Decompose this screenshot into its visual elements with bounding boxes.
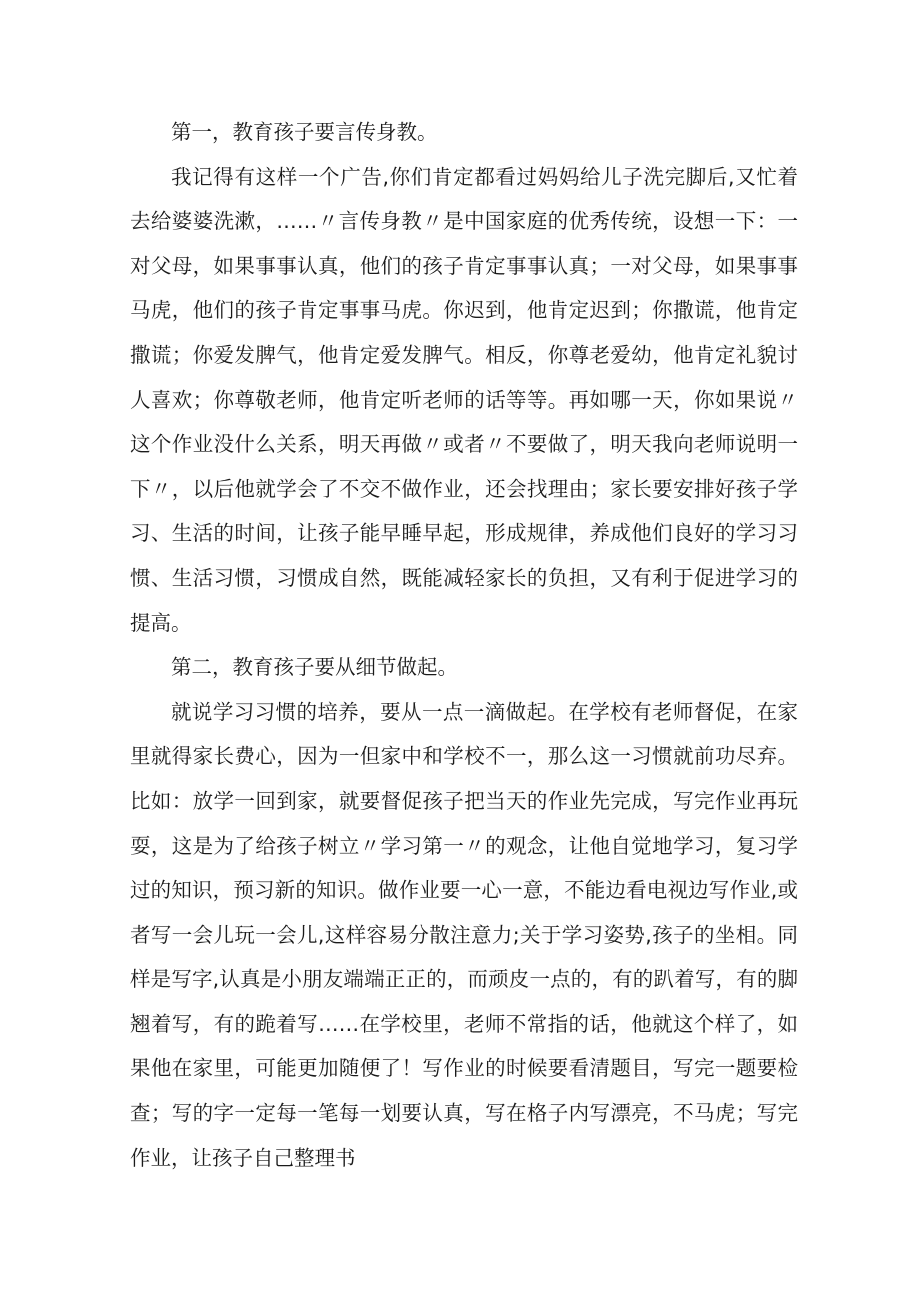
paragraph-1: 我记得有这样一个广告,你们肯定都看过妈妈给儿子洗完脚后,又忙着去给婆婆洗漱，……〃言传身教〃是中国家庭的优秀传统，设想一下：一对父母，如果事事认真，他们的孩子肯定事事认真；一对父母，如果事事马虎，他们的孩子肯定事事马虎。你迟到，他肯定迟到；你撒谎，他肯定撒谎；你爱发脾气，他肯定爱发脾气。相反，你尊老爱幼，他肯定礼貌讨人喜欢；你尊敬老师，他肯定听老师的话等等。再如哪一天，你如果说〃这个作业没什么关系，明天再做〃或者〃不要做了，明天我向老师说明一下〃，以后他就学会了不交不做作业，还会找理由；家长要安排好孩子学习、生活的时间，让孩子能早睡早起，形成规律，养成他们良好的学习习惯、生活习惯，习惯成自然，既能减轻家长的负担，又有利于促进学习的提高。 [130, 164, 798, 635]
paragraph-2: 就说学习习惯的培养，要从一点一滴做起。在学校有老师督促，在家里就得家长费心，因为一但家中和学校不一，那么这一习惯就前功尽弃。比如：放学一回到家，就要督促孩子把当天的作业先完成，写完作业再玩耍，这是为了给孩子树立〃学习第一〃的观念，让他自觉地学习，复习学过的知识，预习新的知识。做作业要一心一意，不能边看电视边写作业,或者写一会儿玩一会儿,这样容易分散注意力;关于学习姿势,孩子的坐相。同样是写字,认真是小朋友端端正正的，而顽皮一点的，有的趴着写，有的脚翘着写，有的跪着写……在学校里，老师不常指的话，他就这个样了，如果他在家里，可能更加随便了！写作业的时候要看清题目，写完一题要检查；写的字一定每一笔每一划要认真，写在格子内写漂亮，不马虎；写完作业，让孩子自己整理书 [130, 699, 798, 1170]
section-heading-2: 第二，教育孩子要从细节做起。 [171, 655, 458, 680]
section-heading-1: 第一，教育孩子要言传身教。 [171, 120, 438, 144]
document-body [130, 110, 798, 1180]
